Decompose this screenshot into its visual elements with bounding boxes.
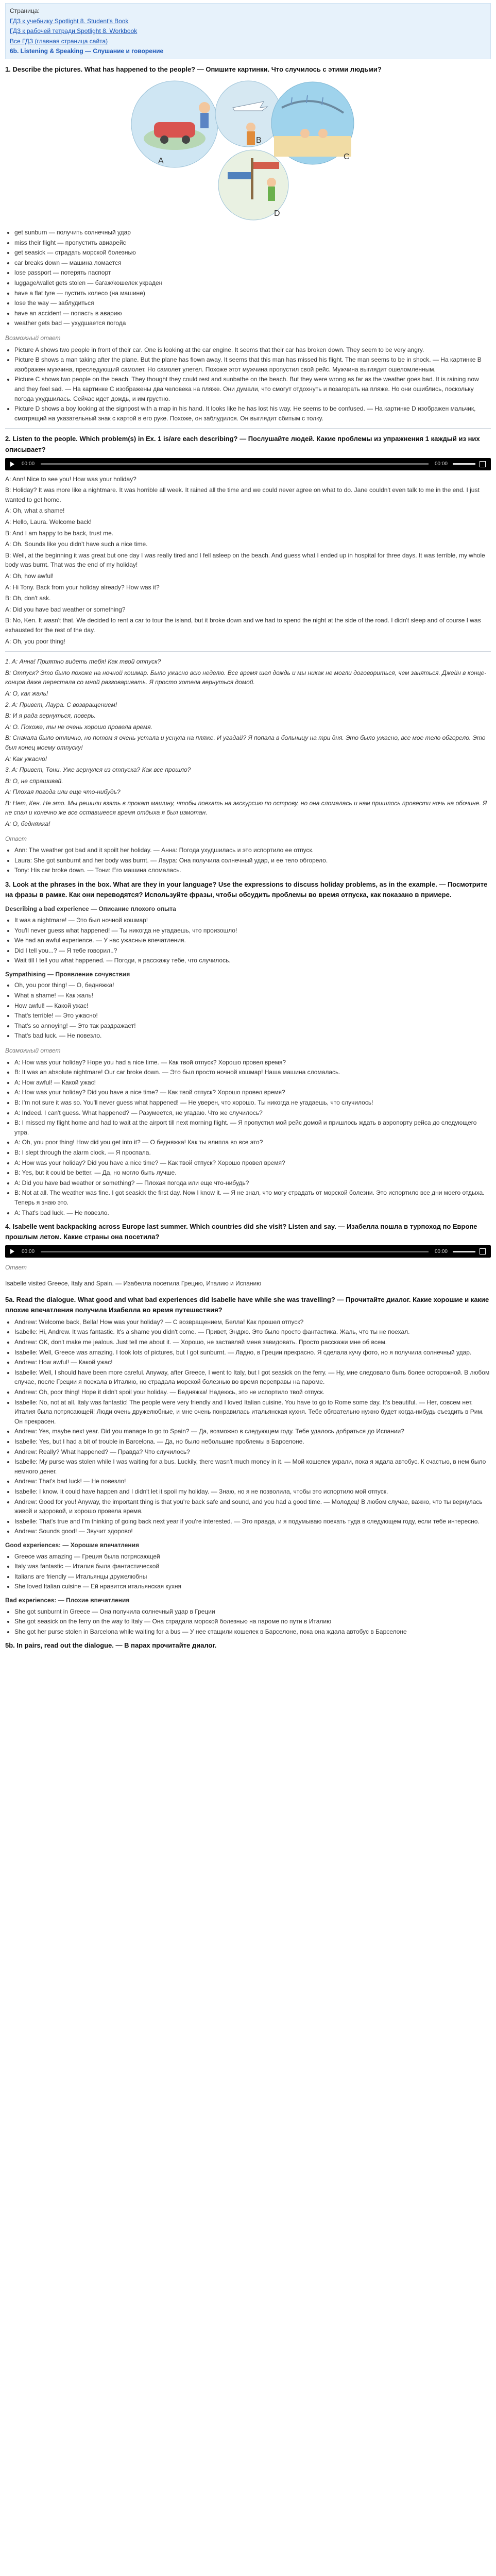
audio-total-time: 00:00 [434,461,448,467]
list-item: • Laura: She got sunburnt and her body was burnt. — Лаура: Она получила солнечный удар, и ее тело обгорело. [14,856,491,866]
list-item: • Did I tell you...? — Я тебе говорил..? [14,946,491,956]
list-item: • A: Oh, you poor thing! How did you get into it? — О бедняжка! Как ты влипла во все это? [14,1138,491,1147]
volume-slider[interactable] [453,463,475,465]
list-item: • B: Not at all. The weather was fine. I got seasick the first day. Now I know it. — Я не знал, что могу страдать от морской болезни. Это испортило все дни моего отдыха. Теперь я знаю это. [14,1188,491,1207]
list-item: • Isabelle: Well, Greece was amazing. I took lots of pictures, but I got sunburnt. — Ладно, в Греции прекрасно. Я сделала кучу фото, но я получила солнечный удар. [14,1348,491,1358]
ex1-title: 1. Describe the pictures. What has happened to the people? — Опишите картинки. Что случилось с этими людьми? [5,65,382,73]
dialogue-line: A: Oh, how awful! [5,572,54,580]
dialogue-line: A: Hello, Laura. Welcome back! [5,518,92,526]
list-item: • Andrew: That's bad luck! — Не повезло! [14,1477,491,1486]
fullscreen-icon[interactable] [480,1248,486,1255]
ex2-title: 2. Listen to the people. Which problem(s) in Ex. 1 is/are each describing? — Послушайте людей. Какие проблемы из упражнения 1 каждый из них описывает? [5,435,480,453]
list-item: • Italy was fantastic — Италия была фантастической [14,1562,491,1571]
dialogue-line: B: Oh, don't ask. [5,595,51,602]
list-item: • B: I slept through the alarm clock. — Я проспала. [14,1148,491,1158]
list-item: • Isabelle: My purse was stolen while I was waiting for a bus. Luckily, there wasn't much money in it. — Мой кошелек украли, пока я ждала автобус. К счастью, в нем было немного денег. [14,1457,491,1476]
dialogue-line: A: Hi Tony. Back from your holiday already? How was it? [5,583,160,591]
dialogue-line: A: Плохая погода или еще что-нибудь? [5,788,121,796]
label-a: A [158,157,164,166]
dialogue-line: A: Oh, what a shame! [5,507,65,515]
list-item: • A: Did you have bad weather or something? — Плохая погода или еще что-нибудь? [14,1178,491,1188]
list-item: • That's terrible! — Это ужасно! [14,1011,491,1021]
ex5a-good-list [14,1552,491,1591]
audio-player[interactable] [5,458,491,470]
list-item: • That's so annoying! — Это так раздражает! [14,1021,491,1031]
dialogue-line: A: Oh. Sounds like you didn't have such a nice time. [5,540,148,548]
list-item: • What a shame! — Как жаль! [14,991,491,1001]
ex3-sympathising-list [14,980,491,1041]
unit-title: 6b. Listening & Speaking — Слушание и говорение [10,47,164,55]
list-item: • have a flat tyre — пустить колесо (на машине) [14,289,491,298]
list-item: • Isabelle: Well, I should have been more careful. Anyway, after Greece, I went to Italy, but I got seasick on the ferry. — Ну, мне следовало быть более осторожной. В любом случае, после Греции я поехала в Италию, но страдала морской болезнью во время переправы на пароме. [14,1368,491,1387]
ex4-answer-label: Ответ [5,1264,27,1272]
list-item: • A: How was your holiday? Hope you had a nice time. — Как твой отпуск? Хорошо провел время? [14,1058,491,1067]
ex5a-bad-list [14,1607,491,1637]
audio-progress-bar[interactable] [41,1251,429,1252]
play-icon[interactable] [10,462,14,467]
divider [5,651,491,652]
list-item: • You'll never guess what happened! — Ты никогда не угадаешь, что произошло! [14,926,491,936]
list-item: • Andrew: Good for you! Anyway, the important thing is that you're back safe and sound, and you had a good time. — Молодец! В любом случае, важно, что ты вернулась живой и здоровой, и хорошо провела время. [14,1497,491,1516]
list-item: • Andrew: How awful! — Какой ужас! [14,1358,491,1367]
list-item: • Wait till I tell you what happened. — Погоди, я расскажу тебе, что случилось. [14,956,491,965]
list-item: • Andrew: Welcome back, Bella! How was your holiday? — С возвращением, Белла! Как прошел отпуск? [14,1317,491,1327]
ex3-sympathising-heading: Sympathising — Проявление сочувствия [5,970,130,978]
list-item: • Isabelle: I know. It could have happen and I didn't let it spoil my holiday. — Знаю, но я не позволила, чтобы это испортило мой отпуск. [14,1487,491,1497]
ex2-answers [14,845,491,875]
ex3-title: 3. Look at the phrases in the box. What are they in your language? Use the expressions to discuss holiday problems, as in the example. — Посмотрите на фразы в рамке. Как они переводятся? Используйте фразы, чтобы обсудить проблемы во время отпуска, как показано в примере. [5,880,488,899]
link-students-book[interactable]: ГДЗ к учебнику Spotlight 8. Student's Book [10,17,129,25]
dialogue-line: B: И я рада вернуться, поверь. [5,712,96,720]
list-item: • Andrew: Oh, poor thing! Hope it didn't spoil your holiday. — Бедняжка! Надеюсь, это не испортило твой отпуск. [14,1387,491,1397]
ex3-possible-label: Возможный ответ [5,1047,61,1055]
holiday-problems-illustration [127,77,369,224]
list-item: • Greece was amazing — Греция была потрясающей [14,1552,491,1562]
list-item: • Isabelle: Yes, but I had a bit of trouble in Barcelona. — Да, но было небольшие проблемы в Барселоне. [14,1437,491,1447]
dialogue-line: A: Ann! Nice to see you! How was your holiday? [5,475,136,483]
dialogue-line: 1. A: Анна! Приятно видеть тебя! Как твой отпуск? [5,658,161,666]
list-item: • B: It was an absolute nightmare! Our car broke down. — Это был просто ночной кошмар! Наша машина сломалась. [14,1067,491,1077]
list-item: • B: I'm not sure it was so. You'll never guess what happened! — Не уверен, что хорошо. Ты никогда не угадаешь, что случилось! [14,1098,491,1108]
list-item: • She got sunburnt in Greece — Она получила солнечный удар в Греции [14,1607,491,1617]
list-item: • We had an awful experience. — У нас ужасные впечатления. [14,936,491,945]
ex3-describing-heading: Describing a bad experience — Описание плохого опыта [5,905,176,913]
list-item: • get sunburn — получить солнечный удар [14,228,491,238]
list-item: • B: Yes, but it could be better. — Да, но могло быть лучше. [14,1168,491,1178]
ex1-answers [14,345,491,423]
list-item: • Picture C shows two people on the beach. They thought they could rest and sunbathe on the beach. But they were wrong as far as the weather goes bad. It is raining now and they feel sad. — На картинке C изображены два человека на пляже. Они думали, что смогут отдохнуть и позагорать на пляже. Но они ошиблись, поскольку погода ухудшилась. Сейчас идет дождь, и им грустно. [14,375,491,403]
dialogue-line: B: And I am happy to be back, trust me. [5,529,114,537]
dialogue-line: 2. A: Привет, Лаура. С возвращением! [5,701,117,708]
list-item: • Andrew: Sounds good! — Звучит здорово! [14,1527,491,1536]
list-item: • How awful! — Какой ужас! [14,1001,491,1011]
dialogue-line: B: No, Ken. It wasn't that. We decided to rent a car to tour the island, but it broke down and we had to spend the night at the side of the road. I didn't sleep and of course I was exhausted for the rest of the day. [5,617,481,634]
dialogue-line: A: Как ужасно! [5,755,47,762]
list-item: • That's bad luck. — Не повезло. [14,1031,491,1041]
list-item: • Isabelle: No, not at all. Italy was fantastic! The people were very friendly and I loved Italian cuisine. You have to go to Rome some day. It's beautiful. — Нет, совсем нет. Италия была потрясающей! Люди очень дружелюбные, и мне очень понравилась итальянская кухня. Тебе обязательно нужно будет когда-нибудь съездить в Рим. Он прекрасен. [14,1398,491,1427]
audio-progress-bar[interactable] [41,463,429,465]
list-item: • Isabelle: That's true and I'm thinking of going back next year if you're interested. — Это правда, и я подумываю поехать туда в следующем году, если тебе интересно. [14,1517,491,1527]
ex1-illustration [5,77,491,224]
dialogue-line: B: Отпуск? Это было похоже на ночной кошмар. Было ужасно всю неделю. Все время шел дождь и мы никак не могли договориться, чем заняться. Джейн в конце-концов даже перестала со мной разговаривать. Я просто хотела вернуться домой. [5,669,487,686]
dialogue-line: A: Did you have bad weather or something? [5,605,126,613]
list-item: • Oh, you poor thing! — О, бедняжка! [14,980,491,990]
label-d: D [273,209,280,218]
page-selector-row [10,6,486,16]
audio-current-time: 00:00 [22,1248,35,1255]
ex3-describing-list [14,916,491,965]
list-item: • Ann: The weather got bad and it spoilt her holiday. — Анна: Погода ухудшилась и это испортило ее отпуск. [14,845,491,855]
list-item: • lose passport — потерять паспорт [14,268,491,278]
volume-slider[interactable] [453,1251,475,1252]
ex5a-bad-heading: Bad experiences: — Плохие впечатления [5,1596,130,1604]
list-item: • B: I missed my flight home and had to wait at the airport till next morning flight. — Я пропустил мой рейс домой и пришлось ждать в аэропорту рейса до следующего утра. [14,1118,491,1137]
list-item: • Picture B shows a man taking after the plane. But the plane has flown away. It seems that this man has missed his flight. The man seems to be in shock. — На картинке B изображен мужчина, преследующий самолет. Но самолет улетел. Похоже этот мужчина пропустил свой рейс. Мужчина выглядит ошеломленным. [14,355,491,374]
list-item: • Andrew: OK, don't make me jealous. Just tell me about it. — Хорошо, не заставляй меня завидовать. Просто расскажи мне об всем. [14,1337,491,1347]
list-item: • Andrew: Really? What happened? — Правда? Что случилось? [14,1447,491,1457]
list-item: • She got her purse stolen in Barcelona while waiting for a bus — У нее стащили кошелек в Барселоне, пока она ждала автобус в Барселоне [14,1627,491,1637]
list-item: • She got seasick on the ferry on the way to Italy — Она страдала морской болезнью на пароме по пути в Италию [14,1617,491,1626]
dialogue-line: A: О, как жаль! [5,689,48,697]
link-home[interactable]: Все ГДЗ (главная страница сайта) [10,37,108,45]
link-workbook[interactable]: ГДЗ к рабочей тетради Spotlight 8. Workbook [10,27,138,35]
label-b: B [255,136,262,145]
top-navigation [5,3,491,59]
list-item: • luggage/wallet gets stolen — багаж/кошелек украден [14,278,491,288]
audio-player[interactable] [5,1245,491,1258]
divider [5,428,491,429]
list-item: • A: How was your holiday? Did you have a nice time? — Как твой отпуск? Хорошо провел время? [14,1158,491,1168]
ex5b-title: 5b. In pairs, read out the dialogue. — В парах прочитайте диалог. [5,1641,217,1650]
list-item: • Andrew: Yes, maybe next year. Did you manage to go to Spain? — Да, возможно в следующем году. Тебе удалось добраться до Испании? [14,1427,491,1436]
list-item: • Picture A shows two people in front of their car. One is looking at the car engine. It seems that their car has broken down. They seem to be very angry. [14,345,491,355]
fullscreen-icon[interactable] [480,461,486,467]
dialogue-line: B: Well, at the beginning it was great but one day I was really tired and I fell asleep on the beach. And guess what I ended up in hospital for three days. It was terrible, my whole body was burnt. That was the end of my holiday! [5,551,485,569]
list-item: • A: How awful! — Какой ужас! [14,1078,491,1088]
dialogue-line: 3. A: Привет, Тони. Уже вернулся из отпуска? Как все прошло? [5,766,191,774]
dialogue-line: B: Сначала было отлично, но потом я очень устала и уснула на пляже. И угадай? Я попала в больницу на три дня. Это было ужасно, все мое тело обгорело. Это был конец моему отпуску! [5,734,486,751]
ex4-title: 4. Isabelle went backpacking across Europe last summer. Which countries did she visit? Listen and say. — Изабелла пошла в турпоход по Европе прошлым летом. Какие страны она посетила? [5,1223,477,1241]
dialogue-line: B: О, не спрашивай. [5,777,63,785]
list-item: • It was a nightmare! — Это был ночной кошмар! [14,916,491,925]
list-item: • A: Indeed. I can't guess. What happened? — Разумеется, не угадаю. Что же случилось? [14,1108,491,1118]
ex5a-dialogue [14,1317,491,1536]
list-item: • weather gets bad — ухудшается погода [14,318,491,328]
label-c: C [343,152,350,162]
ex5a-title: 5a. Read the dialogue. What good and what bad experiences did Isabelle have while she was travelling? — Прочитайте диалог. Какие хорошие и какие плохие впечатления получила Изабелла во время путешествия? [5,1295,489,1314]
dialogue-line: A: Oh, you poor thing! [5,637,65,645]
list-item: • She loved Italian cuisine — Ей нравится итальянская кухня [14,1582,491,1591]
ex4-answer: Isabelle visited Greece, Italy and Spain. — Изабелла посетила Грецию, Италию и Испанию [5,1280,262,1287]
audio-current-time: 00:00 [22,461,35,467]
dialogue-line: A: О. Похоже, ты не очень хорошо провела время. [5,723,152,731]
list-item: • Isabelle: Hi, Andrew. It was fantastic. It's a shame you didn't come. — Привет, Эндрю. Это было просто фантастика. Жаль, что ты не поехал. [14,1327,491,1337]
list-item: • Tony: His car broke down. — Тони: Его машина сломалась. [14,866,491,875]
list-item: • car breaks down — машина ломается [14,258,491,268]
ex2-dialogue-ru [5,657,491,829]
list-item: • have an accident — попасть в аварию [14,309,491,318]
list-item: • miss their flight — пропустить авиарейс [14,238,491,248]
list-item: • Italians are friendly — Итальянцы дружелюбны [14,1572,491,1582]
audio-total-time: 00:00 [434,1248,448,1255]
play-icon[interactable] [10,1249,14,1254]
dialogue-line: A: О, бедняжка! [5,820,50,828]
ex3-dialogue [14,1058,491,1218]
ex5a-good-heading: Good experiences: — Хорошие впечатления [5,1541,140,1549]
ex2-dialogue-en [5,474,491,647]
ex1-possible-label: Возможный ответ [5,334,61,342]
dialogue-line: B: Нет, Кен. Не это. Мы решили взять в прокат машину, чтобы поехать на экскурсию по острову, но она сломалась и нам пришлось провести ночь на обочине. Я не спал и конечно же все оставшееся время отдыха я был измотан. [5,799,487,817]
list-item: • lose the way — заблудиться [14,298,491,308]
list-item: • A: That's bad luck. — Не повезло. [14,1208,491,1218]
ex1-vocab-list [14,228,491,328]
page-label: Страница: [10,7,40,14]
list-item: • A: How was your holiday? Did you have a nice time? — Как твой отпуск? Хорошо провел время? [14,1088,491,1097]
dialogue-line: B: Holiday? It was more like a nightmare. It was horrible all week. It rained all the time and we could never agree on what to do. Jane couldn't even talk to me in the end. I just wanted to get home. [5,486,480,503]
ex2-answer-label: Ответ [5,835,27,842]
list-item: • Picture D shows a boy looking at the signpost with a map in his hand. It looks like he has lost his way. He seems to be confused. — На картинке D изображен мальчик, смотрящий на указательный знак с картой в его руке. Похоже, он заблудился. Он выглядит сбитым с толку. [14,404,491,423]
list-item: • get seasick — страдать морской болезнью [14,248,491,258]
